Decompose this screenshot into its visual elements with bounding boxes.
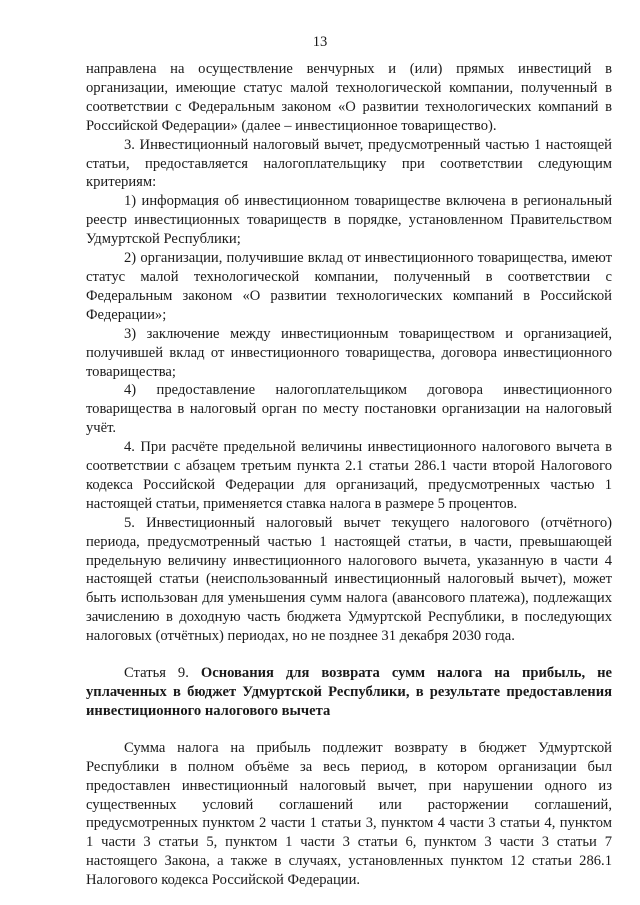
paragraph-item-4: 4. При расчёте предельной величины инвестиционного налогового вычета в соответствии с абзацем третьим пункта 2.1 статьи 286.1 части второй Налогового кодекса Российской Федерации для организаций, предусмотренных частью 1 настоящей статьи, применяется ставка налога в размере 5 процентов. xyxy=(86,439,612,512)
paragraph-article-9-body: Сумма налога на прибыль подлежит возврату в бюджет Удмуртской Республики в полном объёме за весь период, в котором организации был предоставлен инвестиционный налоговый вычет, при нарушении одного из существенных условий соглашений или расторжении соглашений, предусмотренных пунктом 2 части 1 статьи 3, пунктом 4 части 3 статьи 4, пунктом 1 части 3 статьи 5, пунктом 1 части 3 статьи 6, пунктом 3 части 3 статьи 7 настоящего Закона, а также в случаях, установленных пунктом 12 статьи 286.1 Налогового кодекса Российской Федерации. xyxy=(86,739,612,889)
paragraph-item-5: 5. Инвестиционный налоговый вычет текущего налогового (отчётного) периода, предусмотренный частью 1 настоящей статьи, в части, превышающей предельную величину инвестиционного налогового вычета, указанную в части 4 настоящей статьи (неиспользованный инвестиционный налоговый вычет), может быть использован для уменьшения сумм налога (авансового платежа), подлежащих зачислению в доходную часть бюджета Удмуртской Республики, в последующих налоговых (отчётных) периодах, но не позднее 31 декабря 2030 года. xyxy=(86,514,612,645)
paragraph-continuation: направлена на осуществление венчурных и (или) прямых инвестиций в организации, имеющие статус малой технологической компании, полученный в соответствии с Федеральным законом «О развитии технологических компаний в Российской Федерации» (далее – инвестиционное товарищество). xyxy=(86,61,612,134)
article-heading xyxy=(86,664,612,721)
article-title: Основания для возврата сумм налога на прибыль, не уплаченных в бюджет Удмуртской Республики, в результате предоставления инвестиционного налогового вычета xyxy=(86,665,612,719)
paragraph-criterion-1: 1) информация об инвестиционном товариществе включена в региональный реестр инвестиционных товариществ в порядке, установленном Правительством Удмуртской Республики; xyxy=(86,193,612,248)
article-label: Статья 9. xyxy=(124,665,189,682)
paragraph-criterion-4: 4) предоставление налогоплательщиком договора инвестиционного товарищества в налоговый орган по месту постановки организации на налоговый учёт. xyxy=(86,382,612,437)
document-body xyxy=(86,60,612,890)
paragraph-criterion-3: 3) заключение между инвестиционным товариществом и организацией, получившей вклад от инвестиционного товарищества, договора инвестиционного товарищества; xyxy=(86,325,612,380)
paragraph-criterion-2: 2) организации, получившие вклад от инвестиционного товарищества, имеют статус малой технологической компании, полученный в соответствии с Федеральным законом «О развитии технологических компаний в Российской Федерации»; xyxy=(86,250,612,323)
paragraph-item-3: 3. Инвестиционный налоговый вычет, предусмотренный частью 1 настоящей статьи, предоставляется налогоплательщику при соответствии следующим критериям: xyxy=(86,136,612,191)
page-number: 13 xyxy=(312,34,328,50)
